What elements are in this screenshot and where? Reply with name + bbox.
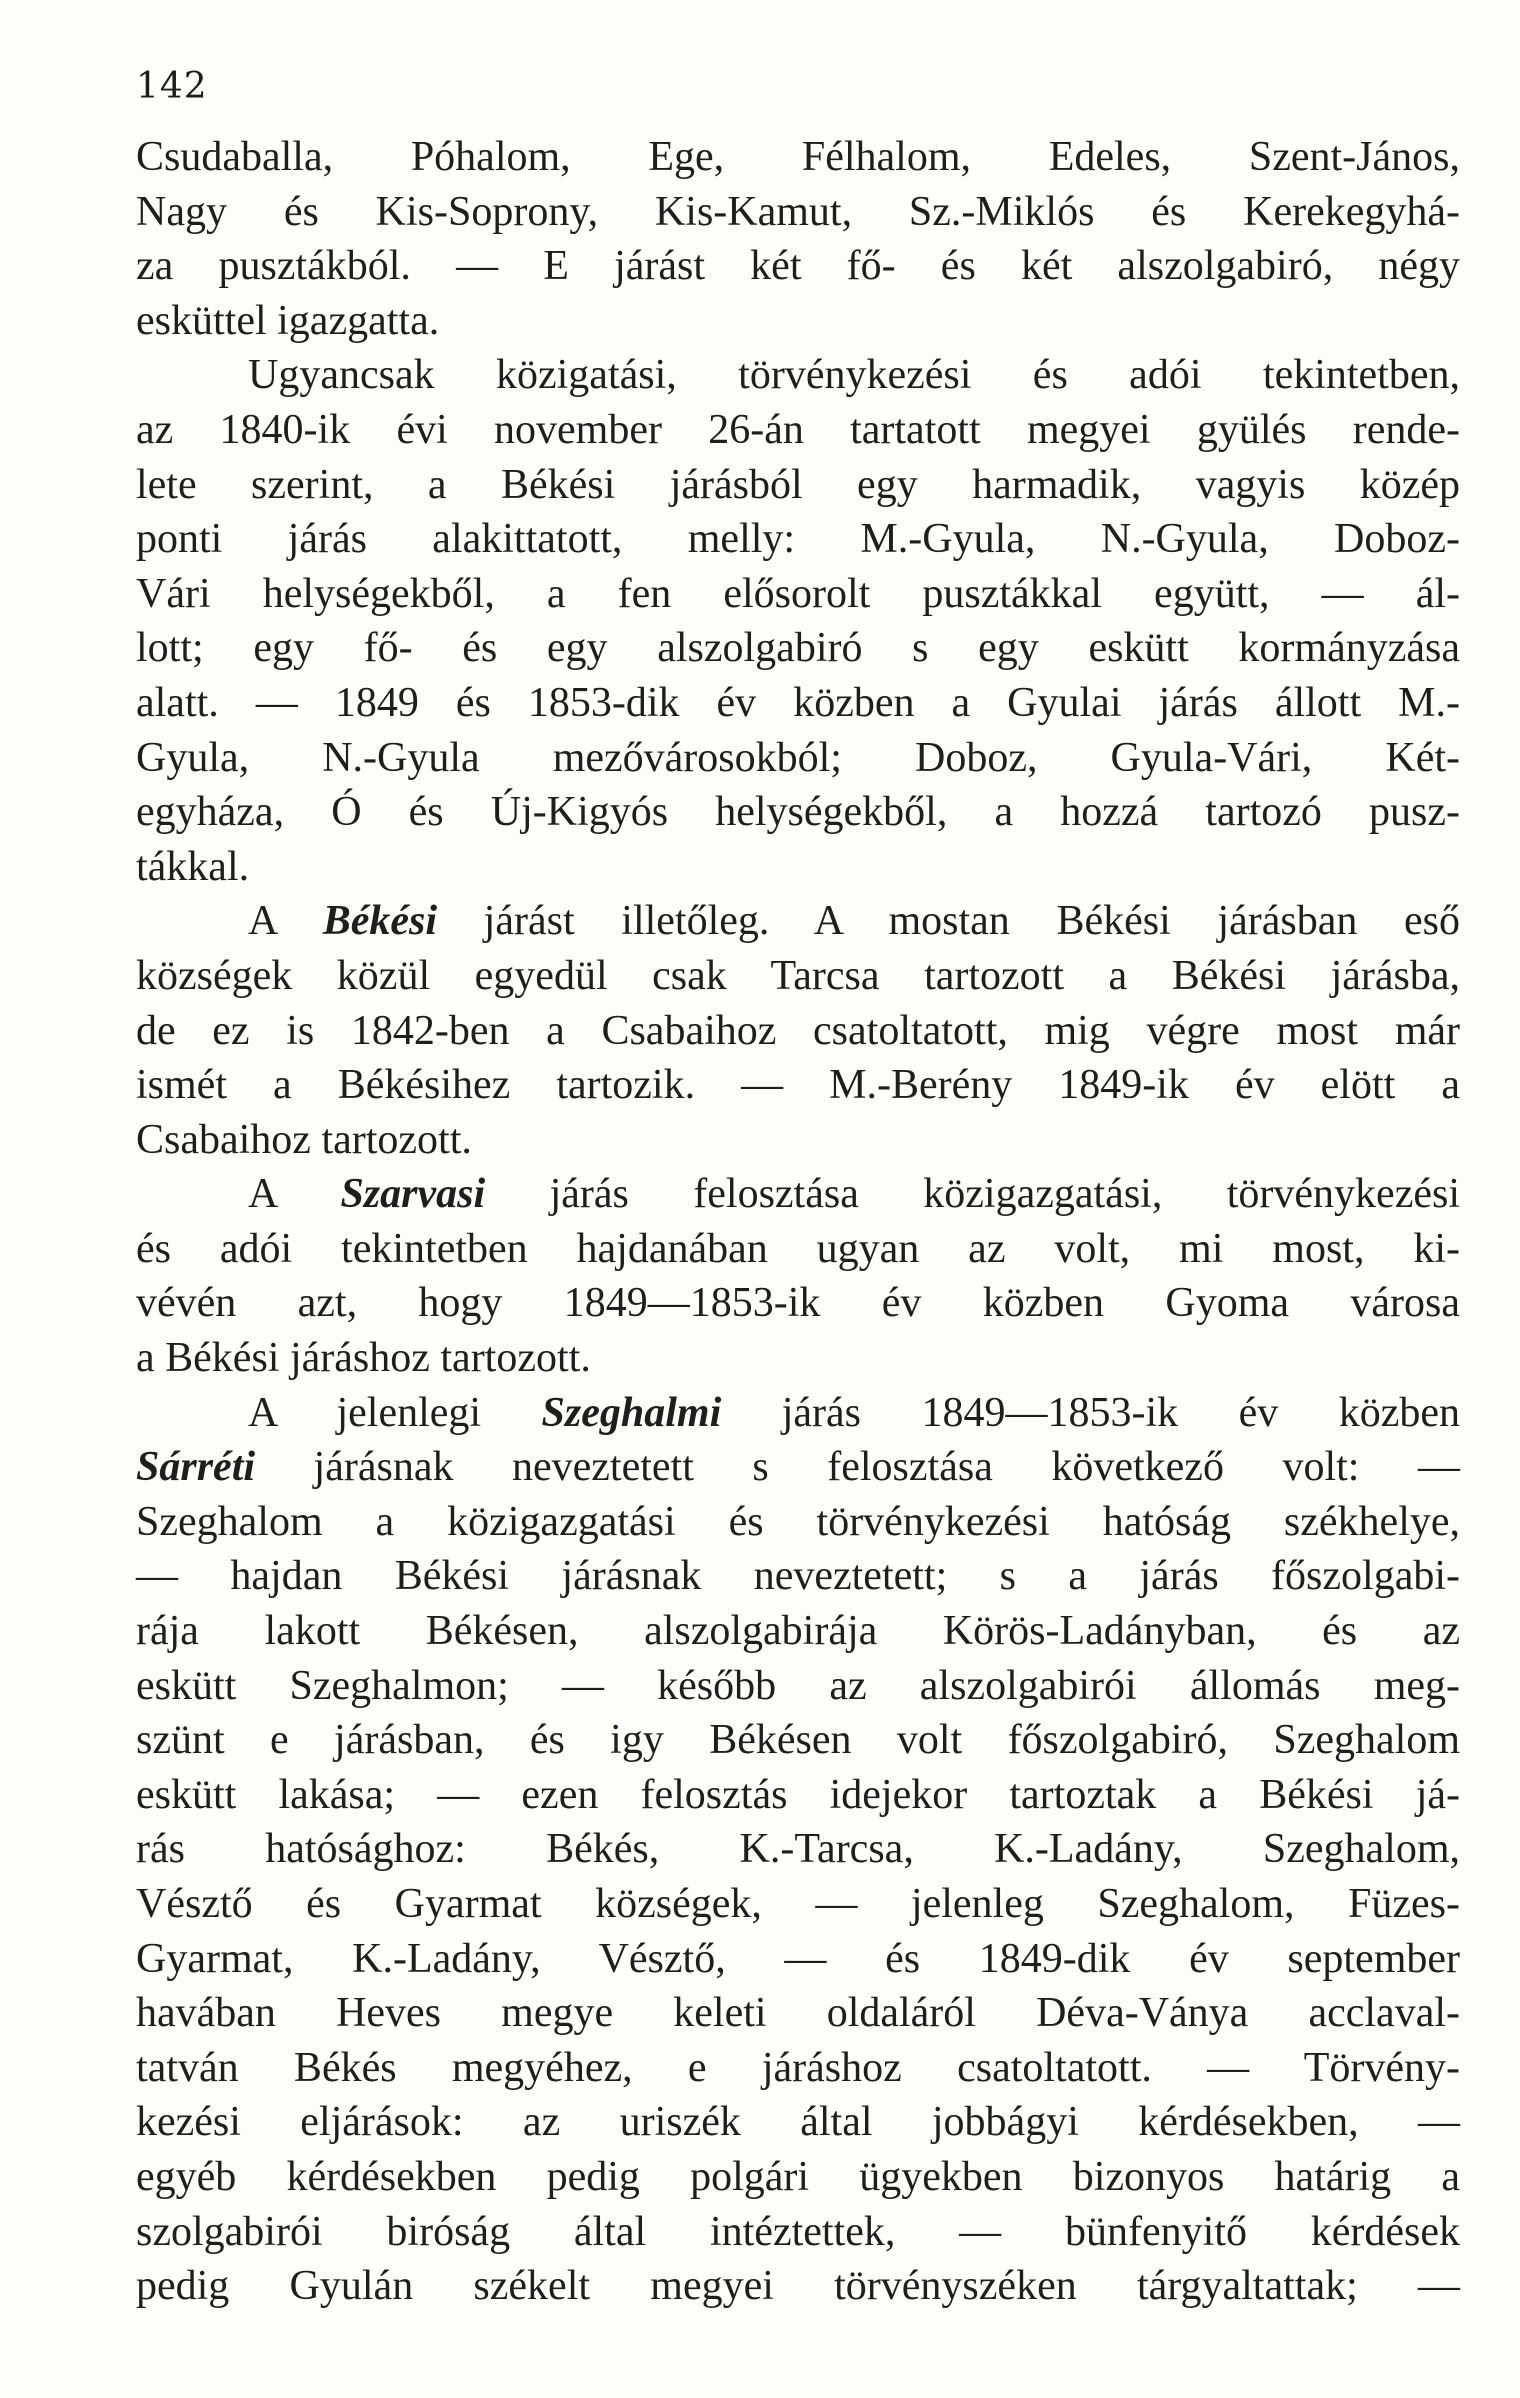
text-line <box>136 294 1460 349</box>
text-segment: eskütt Szeghalmon; — később az alszolgabirói állomás meg- <box>136 1662 1460 1709</box>
text-line <box>136 1167 1460 1222</box>
text-segment: járást illetőleg. A mostan Békési járásban eső <box>437 898 1460 945</box>
text-line <box>136 458 1460 513</box>
text-line <box>136 2259 1460 2314</box>
text-segment: Nagy és Kis-Soprony, Kis-Kamut, Sz.-Miklós és Kerekegyhá- <box>136 188 1460 235</box>
text-segment: tákkal. <box>136 843 250 890</box>
body-text <box>136 130 1460 2314</box>
text-segment: és adói tekintetben hajdanában ugyan az volt, mi most, ki- <box>136 1225 1460 1272</box>
text-line <box>136 949 1460 1004</box>
text-segment: a Békési járáshoz tartozott. <box>136 1335 591 1382</box>
text-segment: lete szerint, a Békési járásból egy harmadik, vagyis közép <box>136 461 1460 508</box>
text-line <box>136 894 1460 949</box>
text-segment: Vári helységekből, a fen elősorolt pusztákkal együtt, — ál- <box>136 570 1460 617</box>
text-line <box>136 1276 1460 1331</box>
text-line <box>136 1604 1460 1659</box>
text-segment: szolgabirói biróság által intéztettek, — bünfenyitő kérdések <box>136 2208 1460 2255</box>
text-segment: járás 1849—1853-ik év közben <box>721 1389 1460 1436</box>
text-segment: pedig Gyulán székelt megyei törvényszéken tárgyaltattak; — <box>136 2263 1460 2310</box>
district-name-emphasis: Szarvasi <box>340 1171 486 1218</box>
text-segment: A jelenlegi <box>248 1389 542 1436</box>
text-line <box>136 676 1460 731</box>
text-line <box>136 2205 1460 2260</box>
district-name-emphasis: Sárréti <box>136 1444 256 1491</box>
text-line <box>136 1222 1460 1277</box>
text-line <box>136 1386 1460 1441</box>
text-segment: kezési eljárások: az uriszék által jobbágyi kérdésekben, — <box>136 2099 1460 2146</box>
text-segment: ismét a Békésihez tartozik. — M.-Berény 1849-ik év elött a <box>136 1062 1460 1109</box>
text-line <box>136 1549 1460 1604</box>
text-segment: járásnak neveztetett s felosztása következő volt: — <box>255 1444 1460 1491</box>
text-segment: — hajdan Békési járásnak neveztetett; s a járás főszolgabi- <box>136 1553 1460 1600</box>
text-line <box>136 1659 1460 1714</box>
text-line <box>136 1004 1460 1059</box>
text-segment: járás felosztása közigazgatási, törvénykezési <box>485 1171 1460 1218</box>
text-segment: A <box>248 898 323 945</box>
text-line <box>136 348 1460 403</box>
text-segment: havában Heves megye keleti oldaláról Déva-Ványa acclaval- <box>136 1990 1460 2037</box>
text-segment: Gyarmat, K.-Ladány, Vésztő, — és 1849-dik év september <box>136 1935 1460 1982</box>
text-line <box>136 621 1460 676</box>
text-segment: alatt. — 1849 és 1853-dik év közben a Gyulai járás állott M.- <box>136 679 1460 726</box>
text-segment: Szeghalom a közigazgatási és törvénykezési hatóság székhelye, <box>136 1498 1460 1545</box>
text-line <box>136 785 1460 840</box>
text-segment: rás hatósághoz: Békés, K.-Tarcsa, K.-Ladány, Szeghalom, <box>136 1826 1460 1873</box>
text-line <box>136 239 1460 294</box>
text-line <box>136 1495 1460 1550</box>
text-segment: Ugyancsak közigatási, törvénykezési és adói tekintetben, <box>248 352 1460 399</box>
text-segment: Vésztő és Gyarmat községek, — jelenleg Szeghalom, Füzes- <box>136 1881 1460 1927</box>
text-line <box>136 2041 1460 2096</box>
text-line <box>136 130 1460 185</box>
text-segment: községek közül egyedül csak Tarcsa tartozott a Békési járásba, <box>136 952 1460 999</box>
text-segment: rája lakott Békésen, alszolgabirája Körös-Ladányban, és az <box>136 1608 1460 1655</box>
district-name-emphasis: Békési <box>322 898 437 945</box>
text-line <box>136 1986 1460 2041</box>
text-segment: tatván Békés megyéhez, e járáshoz csatoltatott. — Törvény- <box>136 2044 1460 2091</box>
text-segment: ponti járás alakittatott, melly: M.-Gyula, N.-Gyula, Doboz- <box>136 516 1460 563</box>
text-segment: esküttel igazgatta. <box>136 297 440 344</box>
page-number: 142 <box>136 66 208 107</box>
text-segment: egyéb kérdésekben pedig polgári ügyekben bizonyos határig a <box>136 2153 1460 2200</box>
text-segment: lott; egy fő- és egy alszolgabiró s egy eskütt kormányzása <box>136 625 1460 672</box>
district-name-emphasis: Szeghalmi <box>541 1389 722 1436</box>
text-segment: szünt e járásban, és igy Békésen volt főszolgabiró, Szeghalom <box>136 1717 1460 1764</box>
text-segment: eskütt lakása; — ezen felosztás idejekor tartoztak a Békési já- <box>136 1771 1460 1818</box>
text-line <box>136 512 1460 567</box>
text-line <box>136 2150 1460 2205</box>
text-line <box>136 185 1460 240</box>
text-segment: Csudaballa, Póhalom, Ege, Félhalom, Edeles, Szent-János, <box>136 134 1460 180</box>
text-line <box>136 2095 1460 2150</box>
text-line <box>136 1113 1460 1168</box>
text-line <box>136 1440 1460 1495</box>
text-line <box>136 1768 1460 1823</box>
text-segment: za pusztákból. — E járást két fő- és két alszolgabiró, négy <box>136 243 1460 290</box>
text-segment: egyháza, Ó és Új-Kigyós helységekből, a hozzá tartozó pusz- <box>136 789 1460 836</box>
text-line <box>136 1331 1460 1386</box>
text-segment: A <box>248 1171 341 1218</box>
text-segment: Csabaihoz tartozott. <box>136 1116 472 1163</box>
text-segment: vévén azt, hogy 1849—1853-ik év közben Gyoma városa <box>136 1280 1460 1327</box>
text-segment: de ez is 1842-ben a Csabaihoz csatoltatott, mig végre most már <box>136 1007 1460 1054</box>
text-line <box>136 567 1460 622</box>
text-line <box>136 1877 1460 1932</box>
text-line <box>136 1713 1460 1768</box>
text-line <box>136 731 1460 786</box>
text-line <box>136 1822 1460 1877</box>
text-line <box>136 840 1460 895</box>
text-segment: az 1840-ik évi november 26-án tartatott megyei gyülés rende- <box>136 406 1460 453</box>
text-line <box>136 1932 1460 1987</box>
text-segment: Gyula, N.-Gyula mezővárosokból; Doboz, Gyula-Vári, Két- <box>136 734 1460 781</box>
text-line <box>136 403 1460 458</box>
text-line <box>136 1058 1460 1113</box>
